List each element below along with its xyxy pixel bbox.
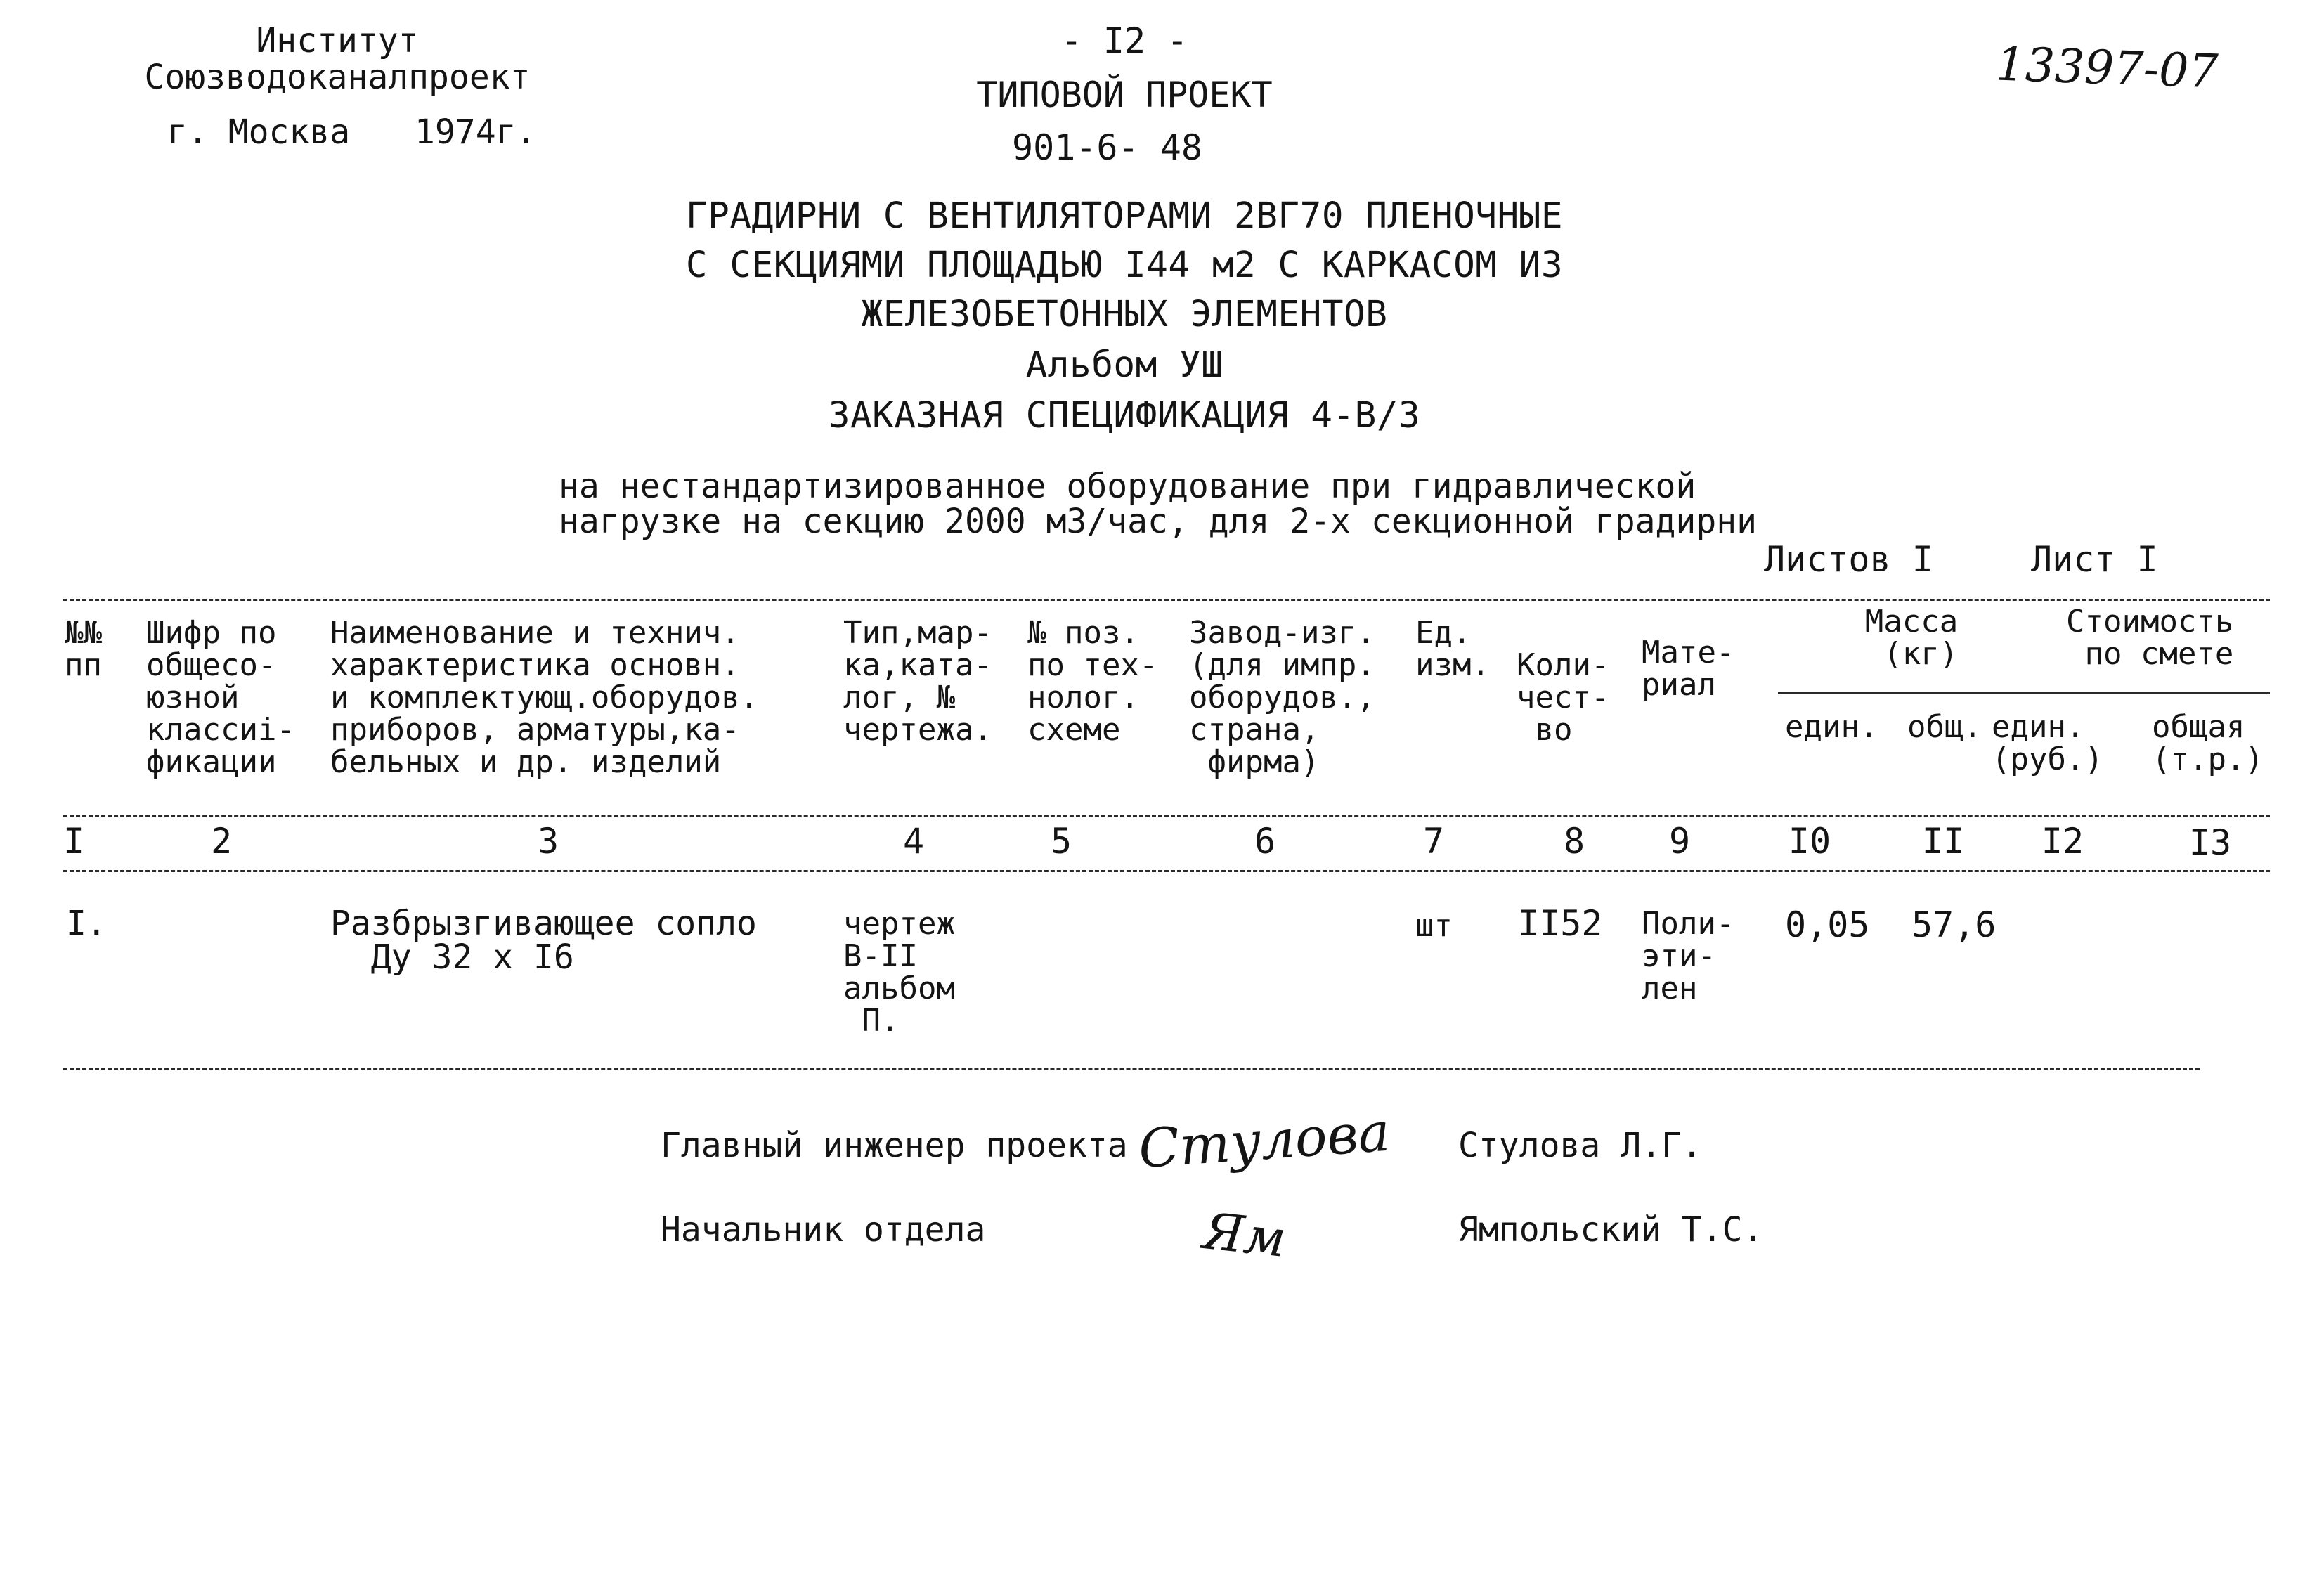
chief-engineer-signature: Стулова: [1136, 1100, 1392, 1181]
institute-name-line2: Союзводоканалпроект: [144, 58, 531, 97]
header-bottom-rule: [63, 815, 2270, 817]
row-material: Поли- эти- лен: [1642, 906, 1735, 1006]
table-top-rule: [63, 599, 2270, 601]
column-number-9: 9: [1668, 821, 1691, 862]
header-col-name: Наименование и технич. характеристика основн. и комплектующ.оборудов. приборов, арматуры,ка- бельных и др. изделий: [330, 615, 759, 780]
table-bottom-rule: [63, 1068, 2200, 1070]
header-col-cost-unit: един. (руб.): [1992, 709, 2103, 777]
header-col-material: Мате- риал: [1642, 635, 1735, 703]
header-col-unit: Ед. изм.: [1415, 615, 1490, 683]
specification-title: ЗАКАЗНАЯ СПЕЦИФИКАЦИЯ 4-В/3: [828, 395, 1421, 436]
header-col-code: Шифр по общесо- юзной классиi- фикации: [146, 615, 295, 780]
column-number-7: 7: [1422, 821, 1445, 862]
row-mass-unit: 0,05: [1785, 904, 1870, 945]
subtitle-line1: на нестандартизированное оборудование при гидравлической: [559, 467, 1696, 506]
institute-city: г. Москва: [167, 112, 351, 152]
column-number-3: 3: [537, 821, 559, 862]
chief-engineer-name: Стулова Л.Г.: [1458, 1126, 1702, 1165]
row-name: Разбрызгивающее сопло Ду 32 х I6: [330, 904, 757, 977]
header-col-mass-unit: един.: [1785, 709, 1878, 745]
header-col-type: Тип,мар- ка,ката- лог, № чертежа.: [843, 615, 992, 748]
archive-number: 13397-07: [1994, 37, 2219, 99]
album-number: Альбом УШ: [1025, 344, 1223, 386]
sheets-total: Листов I: [1764, 539, 1933, 580]
header-col-mass-total: общ.: [1907, 709, 1982, 745]
department-head-signature: Ям: [1200, 1201, 1289, 1268]
title-line3: ЖЕЛЕЗОБЕТОННЫХ ЭЛЕМЕНТОВ: [861, 294, 1388, 335]
row-unit: шт: [1415, 908, 1453, 944]
column-number-1: I: [63, 821, 85, 862]
header-col-cost-total: общая (т.р.): [2152, 709, 2264, 777]
institute-name-line1: Институт: [256, 21, 419, 60]
department-head-name: Ямпольский Т.С.: [1458, 1210, 1763, 1250]
header-col-manufacturer: Завод-изг. (для импр. оборудов., страна, фирма): [1189, 615, 1375, 780]
column-number-8: 8: [1563, 821, 1585, 862]
row-quantity: II52: [1518, 903, 1603, 944]
mass-cost-sub-rule: [1778, 692, 2270, 694]
chief-engineer-label: Главный инженер проекта: [661, 1126, 1128, 1165]
row-type: чертеж В-II альбом П.: [843, 906, 955, 1039]
column-number-6: 6: [1254, 821, 1276, 862]
department-head-label: Начальник отдела: [661, 1210, 986, 1250]
row-number: I.: [66, 904, 107, 943]
sheet-current: Лист I: [2031, 539, 2158, 580]
title-line1: ГРАДИРНИ С ВЕНТИЛЯТОРАМИ 2ВГ70 ПЛЕНОЧНЫЕ: [685, 195, 1564, 237]
project-type: ТИПОВОЙ ПРОЕКТ: [976, 74, 1273, 115]
column-number-13: I3: [2188, 822, 2232, 863]
column-numbers-rule: [63, 870, 2270, 872]
column-number-4: 4: [902, 821, 925, 862]
page-number: - I2 -: [1060, 20, 1188, 61]
header-col-cost: Стоимость по смете: [2066, 604, 2234, 672]
header-col-quantity: Коли- чест- во: [1517, 647, 1610, 748]
title-line2: С СЕКЦИЯМИ ПЛОЩАДЬЮ I44 м2 С КАРКАСОМ ИЗ: [685, 245, 1564, 286]
column-number-12: I2: [2041, 821, 2084, 862]
row-mass-total: 57,6: [1911, 904, 1997, 945]
column-number-2: 2: [210, 821, 233, 862]
column-number-5: 5: [1050, 821, 1072, 862]
institute-year: 1974г.: [415, 112, 537, 152]
header-col-mass: Масса (кг): [1864, 604, 1959, 672]
header-col-number: №№ пп: [65, 615, 102, 683]
project-code: 901-6- 48: [1012, 127, 1202, 168]
subtitle-line2: нагрузке на секцию 2000 м3/час, для 2-х секционной градирни: [559, 502, 1758, 541]
column-number-10: I0: [1788, 821, 1831, 862]
header-col-position: № поз. по тех- нолог. схеме: [1027, 615, 1158, 748]
column-number-11: II: [1921, 821, 1965, 862]
